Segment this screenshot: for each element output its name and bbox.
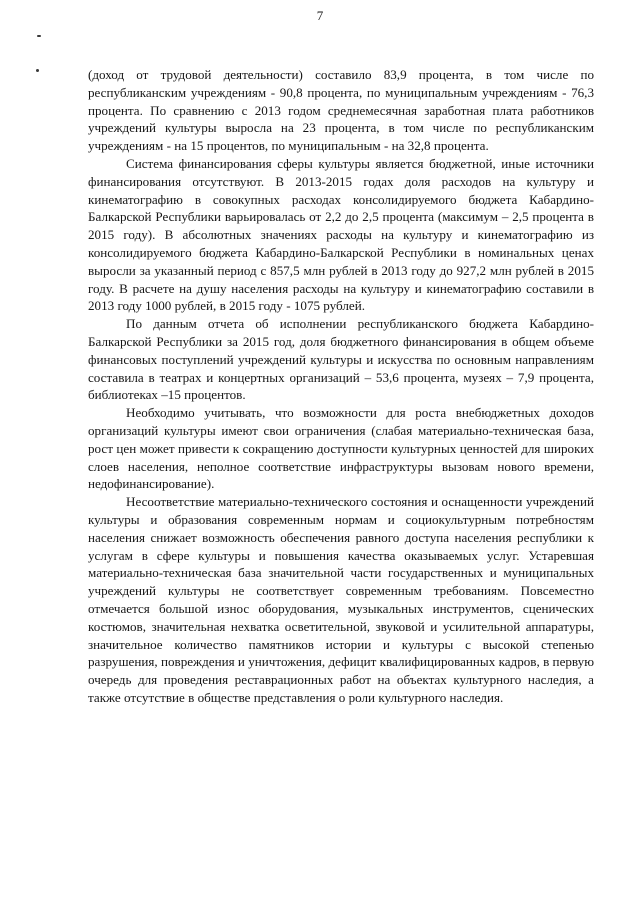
paragraph-financing-system: Система финансирования сферы культуры является бюджетной, иные источники финансирования отсутствуют. В 2013-2015 годах доля расходов на культуру и кинематографию в совокупных расходах консолидируемого бюджета Кабардино-Балкарской Республики варьировалась от 2,2 до 2,5 процента (максимум – 2,5 процента в 2015 году). В абсолютных значениях расходы на культуру и кинематографию из консолидируемого бюджета Кабардино-Балкарской Республики в номинальных ценах выросли за указанный период с 857,5 млн рублей в 2013 году до 927,2 млн рублей в 2015 году. В расчете на душу населения расходы на культуру и кинематографию составили в 2013 году 1000 рублей, в 2015 году - 1075 рублей.: [88, 155, 594, 314]
paragraph-budget-report: По данным отчета об исполнении республиканского бюджета Кабардино-Балкарской Республики за 2015 год, доля бюджетного финансирования в общем объеме финансовых поступлений учреждений культуры и искусства по основным направлениям составила в театрах и концертных организаций – 53,6 процента, музеях – 7,9 процента, библиотеках –15 процентов.: [88, 316, 594, 403]
scan-speck-mark: [36, 69, 39, 72]
paragraph-extrabudgetary-income: Необходимо учитывать, что возможности для роста внебюджетных доходов организаций культуры имеют свои ограничения (слабая материально-техническая база, рост цен может привести к сокращению доступности культурных ценностей для широких слоев населения, неполное соответствие инфраструктуры вызовам нового времени, недофинансирование).: [88, 405, 594, 492]
document-body: [88, 66, 594, 707]
scan-speck-mark: [37, 35, 41, 37]
paragraph-material-base: Несоответствие материально-технического состояния и оснащенности учреждений культуры и образования современным нормам и социокультурным потребностям населения снижает возможность обеспечения равного доступа населения республики к услугам в сфере культуры и повышения качества оказываемых услуг. Устаревшая материально-техническая база значительной части государственных и муниципальных учреждений культуры не соответствует современным требованиям. Повсеместно отмечается большой износ оборудования, музыкальных инструментов, сценических костюмов, значительная нехватка осветительной, звуковой и усилительной аппаратуры, значительное количество памятников истории и культуры с высокой степенью разрушения, повреждения и уничтожения, дефицит квалифицированных кадров, в первую очередь для проведения реставрационных работ на объектах культурного наследия, а также отсутствие в обществе представления о роли культурного наследия.: [88, 494, 594, 705]
page-number: 7: [316, 8, 324, 23]
paragraph-salary-continuation: (доход от трудовой деятельности) составило 83,9 процента, в том числе по республиканским учреждениям - 90,8 процента, по муниципальным учреждениям - 76,3 процента. По сравнению с 2013 годом среднемесячная заработная плата работников учреждений культуры выросла на 23 процента, в том числе по республиканским учреждениям - на 15 процентов, по муниципальным - на 32,8 процента.: [88, 67, 594, 154]
